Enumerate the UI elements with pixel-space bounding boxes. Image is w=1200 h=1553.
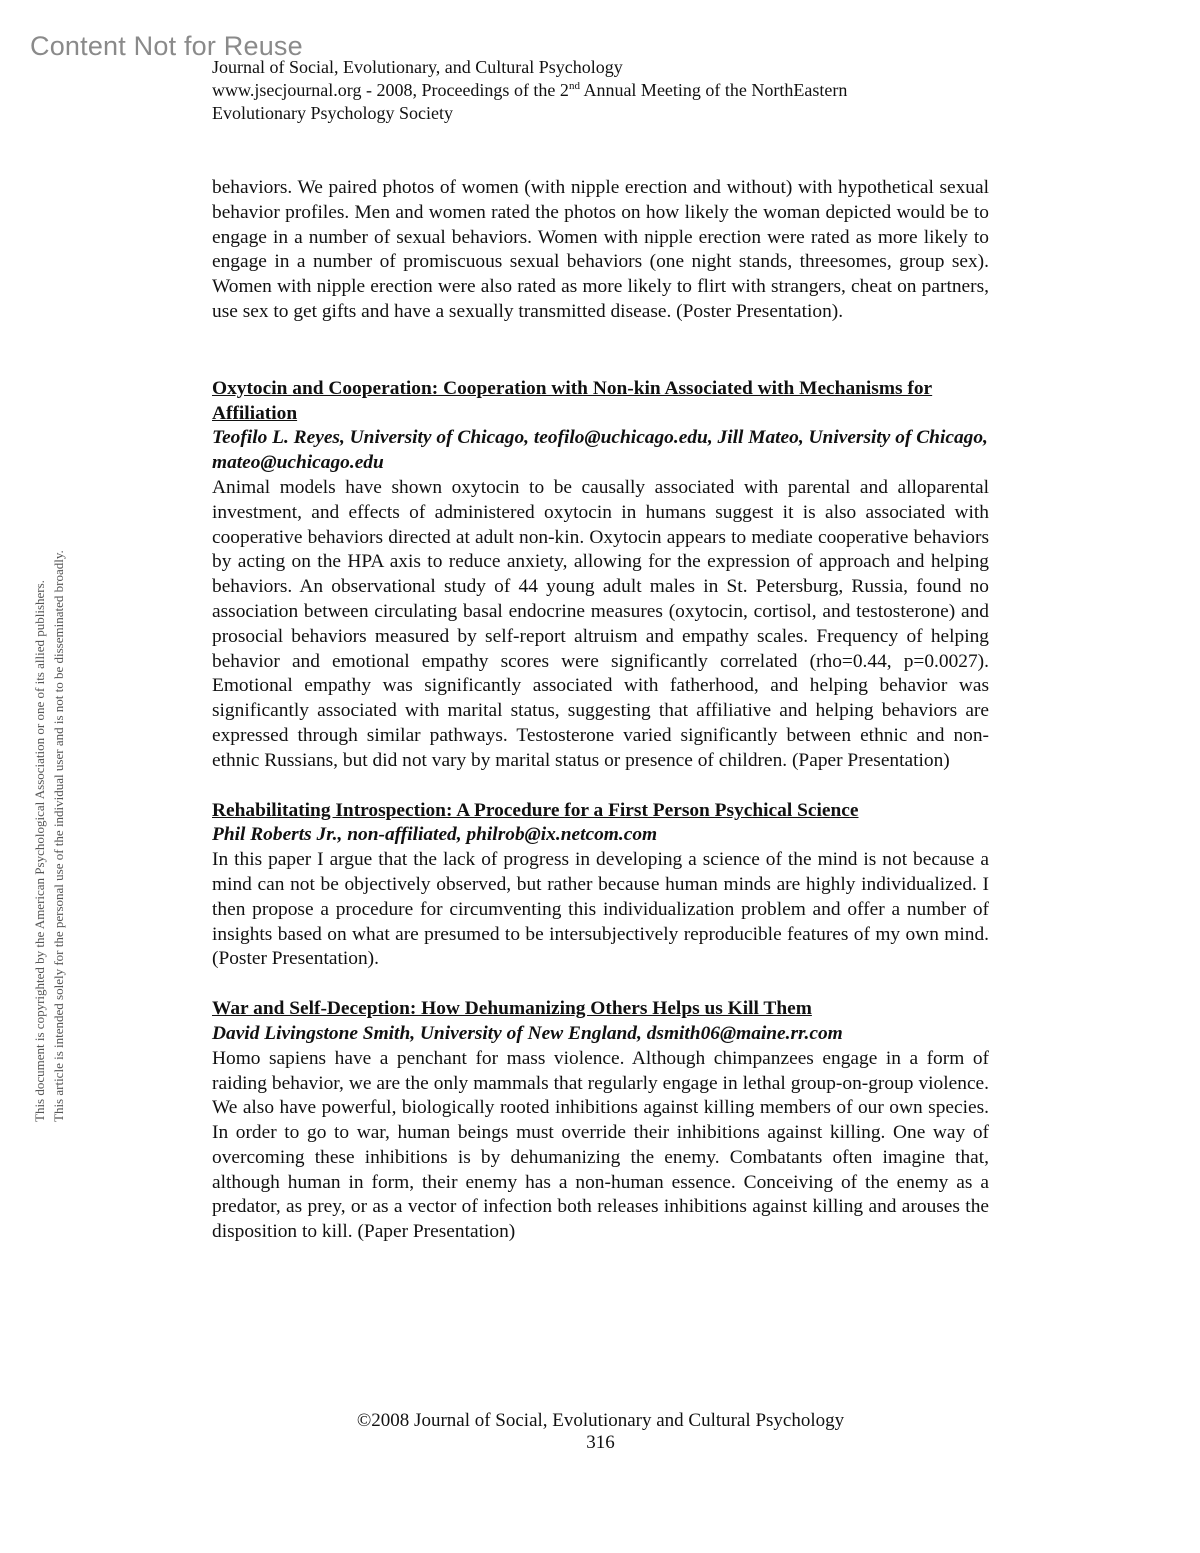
page-footer: [212, 1410, 989, 1454]
spacer: [212, 972, 989, 997]
entry-authors: Teofilo L. Reyes, University of Chicago, teofilo@uchicago.edu, Jill Mateo, University of Chicago, mateo@uchicago.edu: [212, 427, 988, 474]
entry-title: Rehabilitating Introspection: A Procedure for a First Person Psychical Science: [212, 799, 859, 821]
abstract-entry: [212, 997, 989, 1245]
entry-abstract: Animal models have shown oxytocin to be causally associated with parental and alloparental investment, and effects of administered oxytocin in humans suggest it is also associated with cooperative behaviors directed at adult non-kin. Oxytocin appears to mediate cooperative behaviors by acting on the HPA axis to reduce anxiety, allowing for the expression of approach and helping behaviors. An observational study of 44 young adult males in St. Petersburg, Russia, found no association between circulating basal endocrine measures (oxytocin, cortisol, and testosterone) and prosocial behaviors measured by self-report altruism and empathy scales. Frequency of helping behavior and emotional empathy scores were significantly correlated (rho=0.44, p=0.0027). Emotional empathy was significantly associated with fatherhood, and helping behavior was significantly associated with marital status, suggesting that affiliative and helping behaviors are expressed through similar pathways. Testosterone varied significantly between ethnic and non-ethnic Russians, but did not vary by marital status or presence of children. (Paper Presentation): [212, 476, 989, 771]
side-notice-line-2: This article is intended solely for the personal use of the individual user and is not to be disseminated broadly.: [51, 550, 66, 1122]
journal-header: [212, 56, 992, 125]
entry-title: War and Self-Deception: How Dehumanizing Others Helps us Kill Them: [212, 998, 812, 1020]
spacer: [212, 774, 989, 799]
entry-abstract: In this paper I argue that the lack of progress in developing a science of the mind is not because a mind can not be objectively observed, but rather because human minds are highly individualized. I then propose a procedure for circumventing this individualization problem and offer a number of insights based on what are presumed to be intersubjectively reproducible features of my own mind. (Poster Presentation).: [212, 849, 989, 970]
journal-name: Journal of Social, Evolutionary, and Cultural Psychology: [212, 57, 623, 77]
abstract-entry: [212, 799, 989, 973]
journal-proceedings-line: [212, 79, 992, 102]
continuation-paragraph: behaviors. We paired photos of women (with nipple erection and without) with hypothetical sexual behavior profiles. Men and women rated the photos on how likely the woman depicted would be to engage in a number of sexual behaviors. Women with nipple erection were rated as more likely to engage in a number of promiscuous sexual behaviors (one night stands, threesomes, group sex). Women with nipple erection were also rated as more likely to flirt with strangers, cheat on partners, use sex to get gifts and have a sexually transmitted disease. (Poster Presentation).: [212, 177, 989, 322]
side-notice-line-1: This document is copyrighted by the American Psychological Association or one of its allied publishers.: [32, 580, 47, 1122]
entry-abstract: Homo sapiens have a penchant for mass violence. Although chimpanzees engage in a form of raiding behavior, we are the only mammals that regularly engage in lethal group-on-group violence. We also have powerful, biologically rooted inhibitions against killing members of our own species. In order to go to war, human beings must override their inhibitions against killing. One way of overcoming these inhibitions is by dehumanizing the enemy. Combatants often imagine that, although human in form, their enemy has a non-human essence. Conceiving of the enemy as a predator, as prey, or as a vector of infection both releases inhibitions against killing and arouses the disposition to kill. (Paper Presentation): [212, 1047, 989, 1243]
page-number: 316: [586, 1432, 615, 1453]
abstract-entry: [212, 377, 989, 774]
entry-authors: Phil Roberts Jr., non-affiliated, philrob@ix.netcom.com: [212, 824, 658, 846]
entry-authors: David Livingstone Smith, University of New England, dsmith06@maine.rr.com: [212, 1022, 843, 1044]
society-name: Evolutionary Psychology Society: [212, 103, 453, 123]
copyright-side-notice: [30, 422, 68, 1122]
spacer: [212, 325, 989, 377]
content-not-for-reuse-stamp: Content Not for Reuse: [30, 31, 303, 61]
footer-copyright: ©2008 Journal of Social, Evolutionary and Cultural Psychology: [356, 1410, 845, 1431]
entry-title: Oxytocin and Cooperation: Cooperation with Non-kin Associated with Mechanisms for Affiliation: [212, 377, 933, 424]
ordinal-suffix: nd: [568, 80, 580, 92]
proceedings-suffix: Annual Meeting of the NorthEastern: [579, 80, 848, 100]
proceedings-prefix: www.jsecjournal.org - 2008, Proceedings of the 2: [212, 80, 569, 100]
page-body: [212, 176, 989, 1245]
